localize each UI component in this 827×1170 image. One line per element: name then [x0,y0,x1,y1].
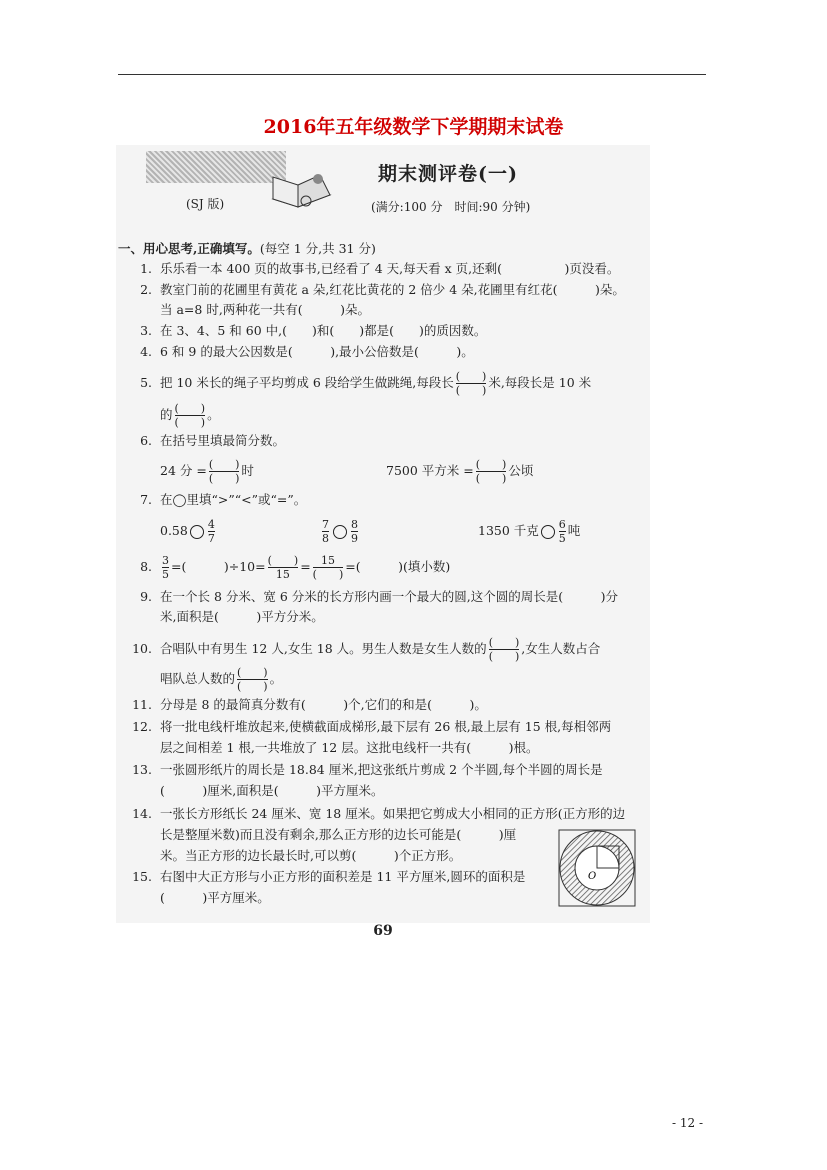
question-6b: 7500 平方米 = $\frac{( )}{( )}$ 公顷 [386,458,534,485]
fraction: $\frac{6}{5}$ [558,518,566,545]
fraction-blank: $\frac{( )}{( )}$ [174,402,206,429]
question-number: 15. [132,869,152,884]
question-number: 10. [132,641,152,656]
scan-page-number: 69 [373,923,393,939]
question-text: 在括号里填最简分数。 [160,433,286,448]
question-number: 14. [132,806,152,821]
question-number: 1. [140,261,152,276]
compare-circle-blank[interactable] [333,525,347,539]
fraction-blank: $\frac{( )}{( )}$ [488,636,520,663]
question-14: 14. 一张长方形纸长 24 厘米、宽 18 厘米。如果把它剪成大小相同的正方形(正方形的边 [130,805,625,823]
question-7b [320,519,360,544]
question-3 [130,322,486,340]
question-7a: 0.58 $\frac{4}{7}$ [160,518,215,545]
question-text: 米,每段长是 10 米 [488,375,592,390]
question-number: 8. [140,559,152,574]
book-illustration-icon [268,169,338,213]
question-7c: 1350 千克 $\frac{6}{5}$ 吨 [478,518,581,545]
question-text: 在 3、4、5 和 60 中,( )和( )都是( )的质因数。 [160,323,487,338]
question-number: 12. [132,719,152,734]
question-5-continued: 的 $\frac{( )}{( )}$ 。 [160,402,220,429]
question-number: 13. [132,762,152,777]
question-text: 在一个长 8 分米、宽 6 分米的长方形内画一个最大的圆,这个圆的周长是( )分 [160,589,619,604]
section-title: 一、用心思考,正确填写。 [118,241,260,256]
fraction-blank: $\frac{( )}{( )}$ [237,666,268,693]
fraction: $\frac{7}{8}$ [322,518,329,545]
question-number: 6. [140,433,152,448]
header-rule [118,74,706,75]
question-10-continued: 唱队总人数的 $\frac{( )}{( )}$ 。 [160,666,283,693]
question-text: 乐乐看一本 400 页的故事书,已经看了 4 天,每天看 x 页,还剩( )页没看。 [160,261,620,276]
question-2-continued: 当 a=8 时,两种花一共有( )朵。 [160,302,371,317]
question-number: 4. [140,344,152,359]
question-4 [130,343,474,361]
center-label: O [588,871,597,882]
question-number: 5. [140,375,152,390]
question-15: 15. 右图中大正方形与小正方形的面积差是 11 平方厘米,圆环的面积是 [130,868,525,886]
fraction-blank: $\frac{15}{( )}$ [312,554,344,581]
question-text: 把 10 米长的绳子平均剪成 6 段给学生做跳绳,每段长 [160,375,454,390]
question-7 [130,491,306,509]
paper-title: 期末测评卷(一) [378,163,518,185]
page-footer: - 12 - [672,1116,704,1130]
paper-meta: (满分:100 分 时间:90 分钟) [371,200,531,214]
section-note: (每空 1 分,共 31 分) [259,241,376,256]
question-text: 在◯里填“>”“<”或“=”。 [160,492,307,507]
question-number: 11. [132,697,152,712]
question-15-continued: ( )平方厘米。 [160,890,270,905]
question-12: 12. 将一批电线杆堆放起来,使横截面成梯形,最下层有 26 根,最上层有 15 根,每相邻两 [130,718,611,736]
question-9 [130,588,618,606]
question-12-continued: 层之间相差 1 根,一共堆放了 12 层。这批电线杆一共有( )根。 [160,740,539,755]
fraction: $\frac{8}{9}$ [351,518,358,545]
section-heading [118,239,376,257]
fraction-blank: $\frac{( )}{( )}$ [208,458,240,485]
fraction-blank: $\frac{( )}{( )}$ [475,458,507,485]
question-13-continued: ( )厘米,面积是( )平方厘米。 [160,783,384,798]
compare-circle-blank[interactable] [541,525,555,539]
question-number: 9. [140,589,152,604]
question-14-continued-2: 米。当正方形的边长最长时,可以剪( )个正方形。 [160,848,462,863]
question-9-continued: 米,面积是( )平方分米。 [160,609,324,624]
fraction: $\frac{3}{5}$ [162,554,169,581]
fraction: $\frac{4}{7}$ [207,518,215,545]
scanned-page [116,145,650,939]
question-14-continued: 长是整厘米数)而且没有剩余,那么正方形的边长可能是( )厘 [160,827,517,842]
fraction-blank: $\frac{( )}{( )}$ [455,370,487,397]
question-number: 2. [140,282,152,297]
question-text: 教室门前的花圃里有黄花 a 朵,红花比黄花的 2 倍少 4 朵,花圃里有红花( )朵。 [160,282,625,297]
question-number: 7. [140,492,152,507]
question-1 [130,260,619,278]
question-11: 11. 分母是 8 的最简真分数有( )个,它们的和是( )。 [130,696,487,714]
fraction-blank: $\frac{( )}{15}$ [267,554,299,581]
question-10: 10. 合唱队中有男生 12 人,女生 18 人。男生人数是女生人数的 $\frac{( )}{( )}$ ,女生人数占合 [130,637,600,662]
question-5 [130,371,591,396]
annulus-diagram [558,829,636,907]
question-6a: 24 分 = $\frac{( )}{( )}$ 时 [160,458,254,485]
question-text: 6 和 9 的最大公因数是( ),最小公倍数是( )。 [160,344,474,359]
decorative-banner [146,151,286,183]
question-2 [130,281,625,299]
compare-circle-blank[interactable] [190,525,204,539]
document-title: 2016年五年级数学下学期期末试卷 [263,116,564,138]
question-8: 8. $\frac{3}{5}$ =( )÷10= $\frac{( )}{15}$ = $\frac{15}{( )}$ =( )(填小数) [130,555,450,580]
question-number: 3. [140,323,152,338]
question-13: 13. 一张圆形纸片的周长是 18.84 厘米,把这张纸片剪成 2 个半圆,每个半圆的周长是 [130,761,603,779]
question-6 [130,432,285,450]
paper-edition: (SJ 版) [186,197,225,211]
